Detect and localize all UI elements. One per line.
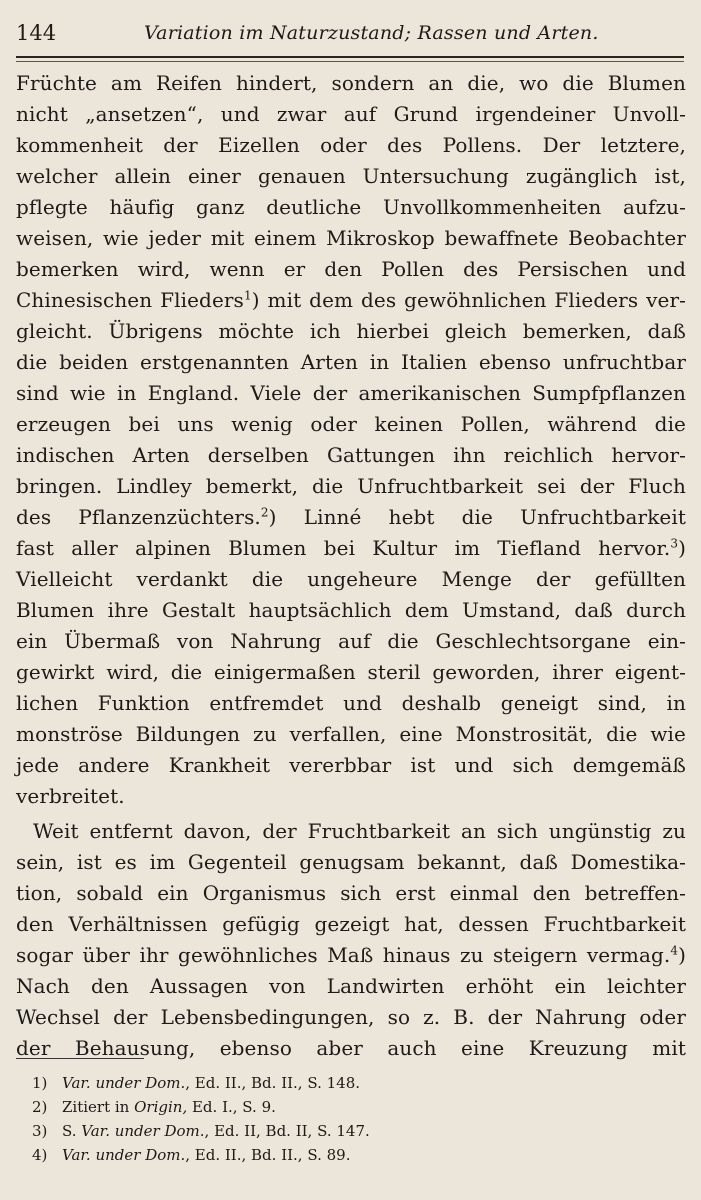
footnote-marker-close: ) (251, 288, 260, 312)
running-title: Variation im Naturzustand; Rassen und Arten. (144, 22, 599, 44)
body-line: pflegte häufig ganz deutliche Unvollkommenheiten aufzu- (16, 195, 686, 219)
body-text (16, 68, 686, 1064)
footnote-4 (32, 1143, 672, 1167)
footnote-title: Origin, (134, 1098, 188, 1116)
body-fragment: fast aller alpinen Blumen bei Kultur im Tiefland hervor. (16, 536, 671, 560)
body-line: jede andere Krankheit vererbbar ist und sich demgemäß (16, 753, 686, 777)
body-line: weisen, wie jeder mit einem Mikroskop bewaffnete Beobachter (16, 226, 686, 250)
footnote-marker: 4 (670, 943, 679, 958)
footnote-number: 2) (32, 1098, 48, 1116)
footnote-marker-close: ) (678, 943, 686, 967)
body-line: kommenheit der Eizellen oder des Pollens. Der letztere, (16, 133, 686, 157)
body-line: Weit entfernt davon, der Fruchtbarkeit an sich ungünstig zu (33, 819, 686, 843)
body-line: die beiden erstgenannten Arten in Italien ebenso unfruchtbar (16, 350, 686, 374)
footnote-title: Var. under Dom. (62, 1146, 186, 1164)
body-fragment: sogar über ihr gewöhnliches Maß hinaus zu steigern vermag. (16, 943, 671, 967)
footnote-1 (32, 1071, 672, 1095)
body-fragment: Chinesischen Flieders (16, 288, 244, 312)
footnote-number: 1) (32, 1074, 48, 1092)
body-line: Vielleicht verdankt die ungeheure Menge der gefüllten (16, 567, 686, 591)
body-fragment: mit dem des gewöhnlichen Flieders ver- (267, 288, 686, 312)
footnote-marker: 3 (670, 536, 679, 551)
footnote-citation: Ed. I., S. 9. (187, 1098, 276, 1116)
body-line: gleicht. Übrigens möchte ich hierbei gleich bemerken, daß (16, 319, 686, 343)
body-line: der Behausung, ebenso aber auch eine Kreuzung mit (16, 1036, 686, 1060)
page-header (16, 20, 684, 50)
body-line: ein Übermaß von Nahrung auf die Geschlechtsorgane ein- (16, 629, 686, 653)
footnote-rule (16, 1058, 144, 1059)
footnote-marker-close: ) (268, 505, 277, 529)
footnote-marker-close: ) (678, 536, 686, 560)
body-line: erzeugen bei uns wenig oder keinen Pollen, während die (16, 412, 686, 436)
body-line: sind wie in England. Viele der amerikanischen Sumpfpflanzen (16, 381, 686, 405)
body-line (16, 502, 686, 533)
footnote-number: 3) (32, 1122, 48, 1140)
footnote-title: Var. under Dom. (62, 1074, 186, 1092)
body-line: Nach den Aussagen von Landwirten erhöht ein leichter (16, 974, 686, 998)
footnote-citation: , Ed. II., Bd. II., S. 89. (185, 1146, 351, 1164)
body-line: Früchte am Reifen hindert, sondern an die, wo die Blumen (16, 71, 686, 95)
footnote-marker: 2 (260, 505, 269, 520)
body-line: monströse Bildungen zu verfallen, eine Monstrosität, die wie (16, 722, 686, 746)
body-line: indischen Arten derselben Gattungen ihn reichlich hervor- (16, 443, 686, 467)
body-line: gewirkt wird, die einigermaßen steril geworden, ihrer eigent- (16, 660, 686, 684)
body-line: Wechsel der Lebensbedingungen, so z. B. der Nahrung oder (16, 1005, 686, 1029)
body-line: verbreitet. (16, 784, 125, 808)
footnote-3 (32, 1119, 672, 1143)
footnote-prefix: Zitiert in (62, 1098, 135, 1116)
header-rule (16, 56, 684, 58)
body-line: Blumen ihre Gestalt hauptsächlich dem Umstand, daß durch (16, 598, 686, 622)
body-line: tion, sobald ein Organismus sich erst einmal den betreffen- (16, 881, 686, 905)
body-line: sein, ist es im Gegenteil genugsam bekannt, daß Domestika- (16, 850, 686, 874)
footnotes (32, 1071, 672, 1167)
footnote-number: 4) (32, 1146, 48, 1164)
body-fragment: Linné hebt die Unfruchtbarkeit (303, 505, 686, 529)
footnote-marker: 1 (243, 288, 252, 303)
body-line: bringen. Lindley bemerkt, die Unfruchtbarkeit sei der Fluch (16, 474, 686, 498)
page-number: 144 (16, 21, 57, 45)
body-fragment: des Pflanzenzüchters. (16, 505, 261, 529)
footnote-citation: , Ed. II, Bd. II, S. 147. (204, 1122, 370, 1140)
body-line: lichen Funktion entfremdet und deshalb geneigt sind, in (16, 691, 686, 715)
body-line: den Verhältnissen gefügig gezeigt hat, dessen Fruchtbarkeit (16, 912, 686, 936)
body-line (16, 285, 686, 316)
body-line (16, 940, 686, 971)
body-line (16, 533, 686, 564)
footnote-citation: , Ed. II., Bd. II., S. 148. (185, 1074, 361, 1092)
footnote-2 (32, 1095, 672, 1119)
footnote-title: Var. under Dom. (81, 1122, 205, 1140)
body-line: welcher allein einer genauen Untersuchung zugänglich ist, (16, 164, 686, 188)
footnote-prefix: S. (62, 1122, 82, 1140)
body-line: nicht „ansetzen“, und zwar auf Grund irgendeiner Unvoll- (16, 102, 686, 126)
body-line: bemerken wird, wenn er den Pollen des Persischen und (16, 257, 686, 281)
header-rule-secondary (16, 61, 684, 62)
